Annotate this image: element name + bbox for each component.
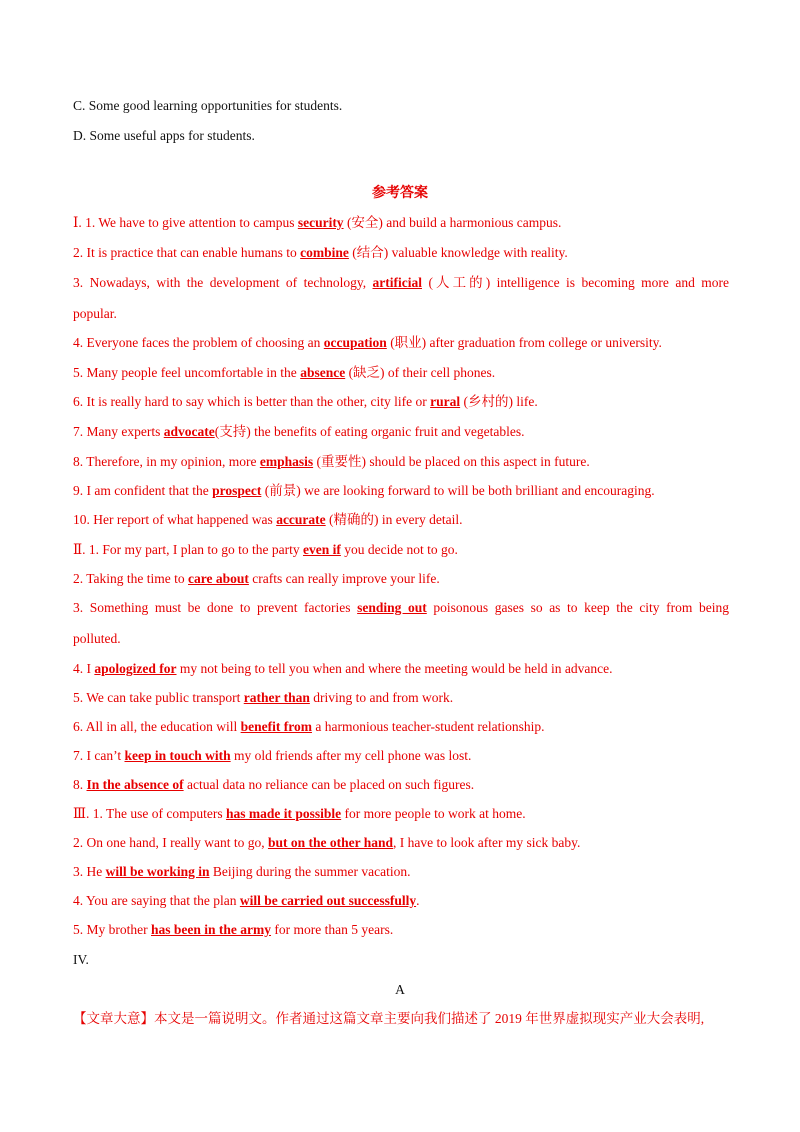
sentence-text: 8. Therefore, in my opinion, more <box>73 454 260 469</box>
answer-line <box>73 599 729 617</box>
sentence-text: 3. He <box>73 864 106 879</box>
answer-phrase: care about <box>188 571 249 586</box>
sentence-text: (人工的) intelligence is becoming more and more <box>422 275 730 290</box>
answer-word: prospect <box>212 483 262 498</box>
sentence-text: 4. Everyone faces the problem of choosing an <box>73 335 324 350</box>
answer-line <box>73 214 729 232</box>
answer-line <box>73 805 729 823</box>
answer-word: combine <box>300 245 349 260</box>
option-d: D. Some useful apps for students. <box>73 128 255 143</box>
answer-word: artificial <box>372 275 422 290</box>
sentence-text: my not being to tell you when and where the meeting would be held in advance. <box>176 661 613 676</box>
sentence-text: my old friends after my cell phone was lost. <box>230 748 472 763</box>
sentence-text: 5. My brother <box>73 922 151 937</box>
sentence-text: (重要性) should be placed on this aspect in future. <box>313 454 590 469</box>
answer-line <box>73 921 729 939</box>
sentence-text: Ⅱ. 1. For my part, I plan to go to the party <box>73 542 304 557</box>
answer-line-continuation: popular. <box>73 306 117 321</box>
answer-line <box>73 718 729 736</box>
sentence-text: . <box>416 893 420 908</box>
answer-line <box>73 834 729 852</box>
answer-phrase: apologized for <box>94 661 177 676</box>
answer-line <box>73 423 729 441</box>
answer-phrase: In the absence of <box>86 777 184 792</box>
sentence-text: 7. I can’t <box>73 748 125 763</box>
section-a-label: A <box>395 982 405 997</box>
answer-word: emphasis <box>259 454 314 469</box>
answer-word: accurate <box>276 512 326 527</box>
sentence-text: (缺乏) of their cell phones. <box>345 365 496 380</box>
answer-word: absence <box>300 365 346 380</box>
sentence-text: crafts can really improve your life. <box>248 571 440 586</box>
answer-phrase: has been in the army <box>151 922 272 937</box>
article-summary: 【文章大意】本文是一篇说明文。作者通过这篇文章主要向我们描述了 2019 年世界虚拟现实产业大会表明, <box>73 1011 705 1026</box>
sentence-text: 6. It is really hard to say which is better than the other, city life or <box>73 394 431 409</box>
sentence-text: 7. Many experts <box>73 424 164 439</box>
answer-word: rural <box>430 394 461 409</box>
answer-phrase: benefit from <box>240 719 312 734</box>
sentence-text: 9. I am confident that the <box>73 483 213 498</box>
sentence-text: 4. I <box>73 661 95 676</box>
sentence-text: Ⅰ. 1. We have to give attention to campus <box>73 215 298 230</box>
answer-word: security <box>297 215 344 230</box>
sentence-text: (结合) valuable knowledge with reality. <box>348 245 568 260</box>
sentence-text: 3. Something must be done to prevent factories <box>73 600 358 615</box>
sentence-text: 6. All in all, the education will <box>73 719 241 734</box>
sentence-text: a harmonious teacher-student relationship. <box>311 719 545 734</box>
answer-line <box>73 541 729 559</box>
answer-word: occupation <box>323 335 387 350</box>
answer-line <box>73 393 729 411</box>
answer-line <box>73 570 729 588</box>
sentence-text: driving to and from work. <box>309 690 454 705</box>
answer-line <box>73 274 729 292</box>
sentence-text: 5. Many people feel uncomfortable in the <box>73 365 301 380</box>
answer-phrase: sending out <box>357 600 427 615</box>
sentence-text: , I have to look after my sick baby. <box>393 835 581 850</box>
answer-phrase: will be carried out successfully <box>239 893 417 908</box>
answer-phrase: but on the other hand <box>267 835 393 850</box>
answer-line <box>73 334 729 352</box>
sentence-text: (支持) the benefits of eating organic fruit and vegetables. <box>214 424 525 439</box>
option-c: C. Some good learning opportunities for students. <box>73 98 343 113</box>
answer-line <box>73 511 729 529</box>
sentence-text: 2. It is practice that can enable humans to <box>73 245 301 260</box>
sentence-text: (安全) and build a harmonious campus. <box>343 215 562 230</box>
sentence-text: 8. <box>73 777 87 792</box>
sentence-text: 2. Taking the time to <box>73 571 189 586</box>
sentence-text: for more than 5 years. <box>271 922 394 937</box>
sentence-text: 3. Nowadays, with the development of technology, <box>73 275 373 290</box>
answer-line <box>73 863 729 881</box>
sentence-text: (乡村的) life. <box>460 394 538 409</box>
answer-line <box>73 364 729 382</box>
sentence-text: Ⅲ. 1. The use of computers <box>73 806 226 821</box>
answer-line <box>73 892 729 910</box>
answer-key-heading: 参考答案 <box>372 186 428 201</box>
answer-line <box>73 776 729 794</box>
answer-line <box>73 747 729 765</box>
answer-line <box>73 660 729 678</box>
sentence-text: 2. On one hand, I really want to go, <box>73 835 268 850</box>
sentence-text: (职业) after graduation from college or university. <box>386 335 662 350</box>
answer-phrase: will be working in <box>105 864 210 879</box>
sentence-text: 5. We can take public transport <box>73 690 244 705</box>
sentence-text: you decide not to go. <box>340 542 458 557</box>
answer-line <box>73 244 729 262</box>
answer-line <box>73 482 729 500</box>
answer-phrase: even if <box>303 542 341 557</box>
part-four-label: IV. <box>73 952 89 967</box>
answer-phrase: keep in touch with <box>124 748 231 763</box>
answer-phrase: rather than <box>243 690 310 705</box>
answer-line <box>73 453 729 471</box>
answer-line-continuation: polluted. <box>73 631 121 646</box>
sentence-text: 4. You are saying that the plan <box>73 893 240 908</box>
sentence-text: (前景) we are looking forward to will be both brilliant and encouraging. <box>261 483 655 498</box>
sentence-text: for more people to work at home. <box>341 806 526 821</box>
answer-line <box>73 689 729 707</box>
sentence-text: Beijing during the summer vacation. <box>209 864 411 879</box>
sentence-text: (精确的) in every detail. <box>325 512 463 527</box>
answer-word: advocate <box>163 424 215 439</box>
sentence-text: poisonous gases so as to keep the city from being <box>426 600 729 615</box>
sentence-text: 10. Her report of what happened was <box>73 512 277 527</box>
answer-phrase: has made it possible <box>226 806 342 821</box>
sentence-text: actual data no reliance can be placed on such figures. <box>183 777 475 792</box>
